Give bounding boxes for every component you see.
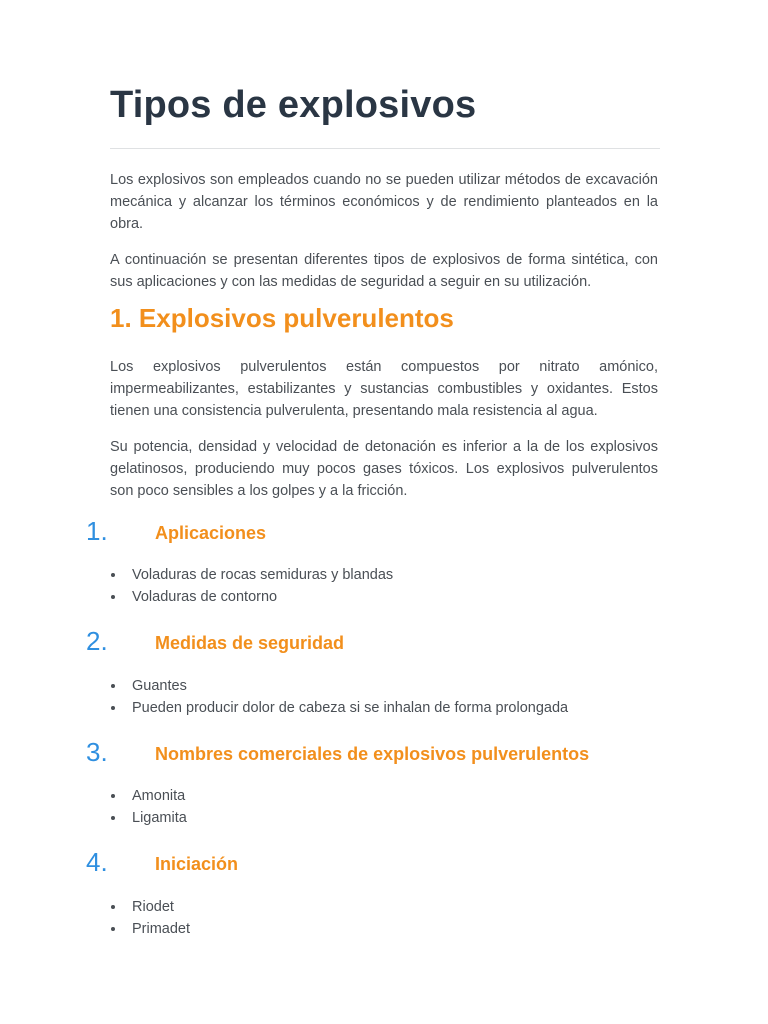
bullet-list (110, 675, 568, 719)
list-item-text: Amonita (132, 788, 186, 804)
bullet-list (110, 896, 190, 940)
subsection-title: Medidas de seguridad (155, 633, 345, 653)
title-divider (110, 148, 660, 149)
page-title: Tipos de explosivos (110, 84, 477, 126)
list-item-text: Voladuras de contorno (132, 589, 278, 605)
subsection-header (86, 626, 686, 660)
list-item (110, 785, 187, 807)
subsection-number: 4. (86, 847, 108, 877)
list-item (110, 564, 393, 586)
subsection-number: 3. (86, 737, 108, 767)
list-item (110, 586, 393, 608)
subsection-number: 1. (86, 516, 108, 546)
list-item-text: Pueden producir dolor de cabeza si se inhalan de forma prolongada (132, 700, 569, 716)
intro-paragraph: Los explosivos son empleados cuando no se pueden utilizar métodos de excavación mecánica y alcanzar los términos económicos y de rendimiento planteados en la obra. (110, 172, 658, 232)
section-paragraph: Los explosivos pulverulentos están compuestos por nitrato amónico, impermeabilizantes, estabilizantes y sustancias combustibles y oxidantes. Estos tienen una consistencia pulverulenta, presentando mala resistencia al agua. (110, 359, 658, 419)
subsection-header (86, 847, 686, 881)
bullet-list (110, 785, 187, 829)
list-item (110, 675, 568, 697)
subsection-number: 2. (86, 626, 108, 656)
list-item-text: Riodet (132, 899, 174, 915)
bullet-icon (111, 684, 115, 688)
intro-paragraph: A continuación se presentan diferentes tipos de explosivos de forma sintética, con sus aplicaciones y con las medidas de seguridad a seguir en su utilización. (110, 252, 658, 290)
bullet-icon (111, 905, 115, 909)
bullet-icon (111, 573, 115, 577)
subsection-header (86, 516, 686, 550)
list-item (110, 918, 190, 940)
list-item (110, 896, 190, 918)
subsection-title: Iniciación (155, 854, 239, 874)
section-paragraph: Su potencia, densidad y velocidad de detonación es inferior a la de los explosivos gelatinosos, produciendo muy pocos gases tóxicos. Los explosivos pulverulentos son poco sensibles a los golpes y a la fricción. (110, 439, 658, 499)
subsection-header (86, 737, 686, 771)
list-item (110, 697, 568, 719)
section-heading: 1. Explosivos pulverulentos (110, 303, 454, 333)
bullet-icon (111, 927, 115, 931)
list-item (110, 807, 187, 829)
list-item-text: Voladuras de rocas semiduras y blandas (132, 567, 394, 583)
list-item-text: Primadet (132, 921, 191, 937)
bullet-icon (111, 595, 115, 599)
bullet-icon (111, 794, 115, 798)
list-item-text: Guantes (132, 678, 187, 694)
subsection-title: Nombres comerciales de explosivos pulverulentos (155, 744, 590, 764)
bullet-icon (111, 706, 115, 710)
bullet-list (110, 564, 393, 608)
bullet-icon (111, 816, 115, 820)
list-item-text: Ligamita (132, 810, 187, 826)
subsection-title: Aplicaciones (155, 523, 267, 543)
